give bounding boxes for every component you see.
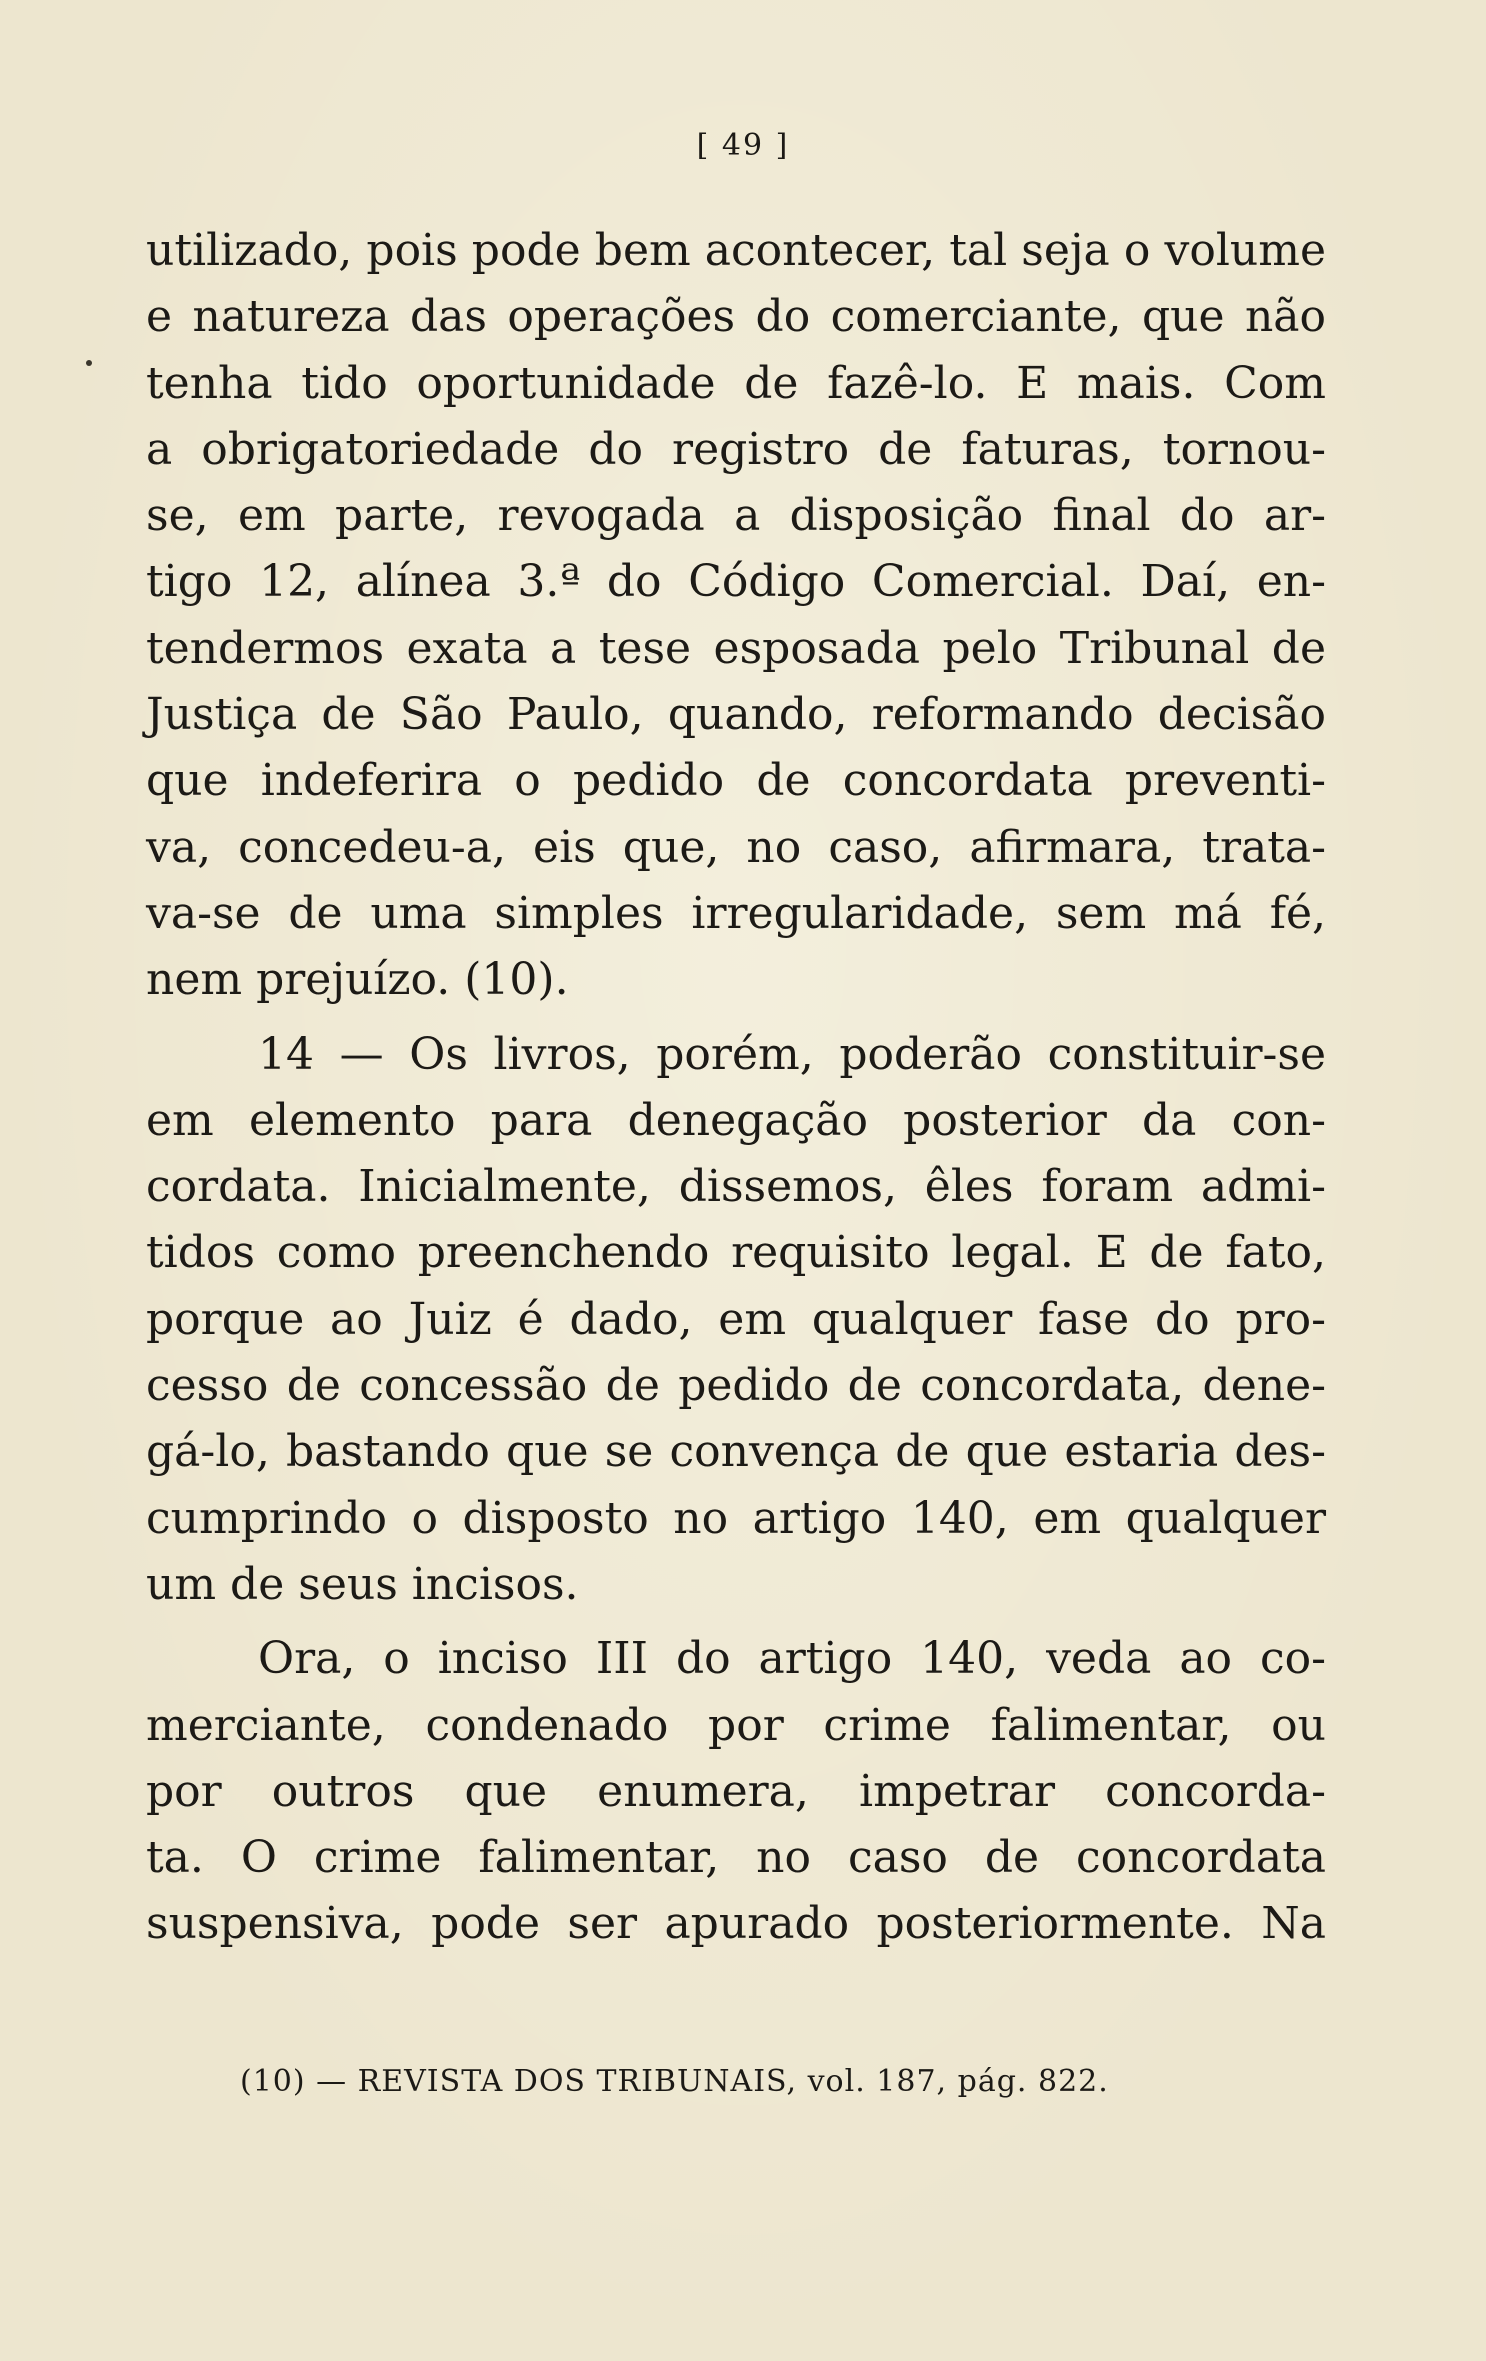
text-line: ta. O crime falimentar, no caso de concordata bbox=[146, 1832, 1326, 1884]
text-line: tendermos exata a tese esposada pelo Tribunal de bbox=[146, 622, 1326, 674]
text-line: cesso de concessão de pedido de concordata, dene- bbox=[146, 1360, 1326, 1412]
text-line: cordata. Inicialmente, dissemos, êles foram admi- bbox=[146, 1161, 1326, 1213]
text-line: gá-lo, bastando que se convença de que estaria des- bbox=[146, 1426, 1326, 1478]
text-line: porque ao Juiz é dado, em qualquer fase do pro- bbox=[146, 1293, 1326, 1345]
text-line: suspensiva, pode ser apurado posteriormente. Na bbox=[146, 1898, 1326, 1950]
text-line: nem prejuízo. (10). bbox=[146, 954, 569, 1006]
text-line: 14 — Os livros, porém, poderão constituir-se bbox=[258, 1028, 1326, 1080]
text-line: se, em parte, revogada a disposição final do ar- bbox=[146, 490, 1326, 542]
footnote: (10) — REVISTA DOS TRIBUNAIS, vol. 187, pág. 822. bbox=[240, 2064, 1109, 2099]
margin-mark bbox=[86, 360, 92, 366]
text-line: Justiça de São Paulo, quando, reformando decisão bbox=[146, 689, 1326, 741]
text-line: va, concedeu-a, eis que, no caso, afirmara, trata- bbox=[146, 821, 1326, 873]
text-line: cumprindo o disposto no artigo 140, em qualquer bbox=[146, 1492, 1326, 1544]
text-line: tenha tido oportunidade de fazê-lo. E mais. Com bbox=[146, 357, 1326, 409]
text-line: por outros que enumera, impetrar concorda- bbox=[146, 1765, 1326, 1817]
text-line: que indeferira o pedido de concordata preventi- bbox=[146, 755, 1326, 807]
text-line: va-se de uma simples irregularidade, sem má fé, bbox=[146, 887, 1326, 939]
text-line: tigo 12, alínea 3.ª do Código Comercial. Daí, en- bbox=[146, 556, 1326, 608]
text-line: Ora, o inciso III do artigo 140, veda ao co- bbox=[258, 1633, 1326, 1685]
text-line: e natureza das operações do comerciante, que não bbox=[146, 291, 1326, 343]
page-number: [ 49 ] bbox=[696, 128, 790, 163]
text-line: merciante, condenado por crime falimentar, ou bbox=[146, 1699, 1326, 1751]
text-line: um de seus incisos. bbox=[146, 1558, 579, 1610]
text-line: em elemento para denegação posterior da con- bbox=[146, 1094, 1326, 1146]
text-line: a obrigatoriedade do registro de faturas, tornou- bbox=[146, 423, 1326, 475]
text-line: utilizado, pois pode bem acontecer, tal seja o volume bbox=[146, 225, 1326, 276]
text-line: tidos como preenchendo requisito legal. E de fato, bbox=[146, 1227, 1326, 1279]
body-text bbox=[146, 218, 1326, 1958]
